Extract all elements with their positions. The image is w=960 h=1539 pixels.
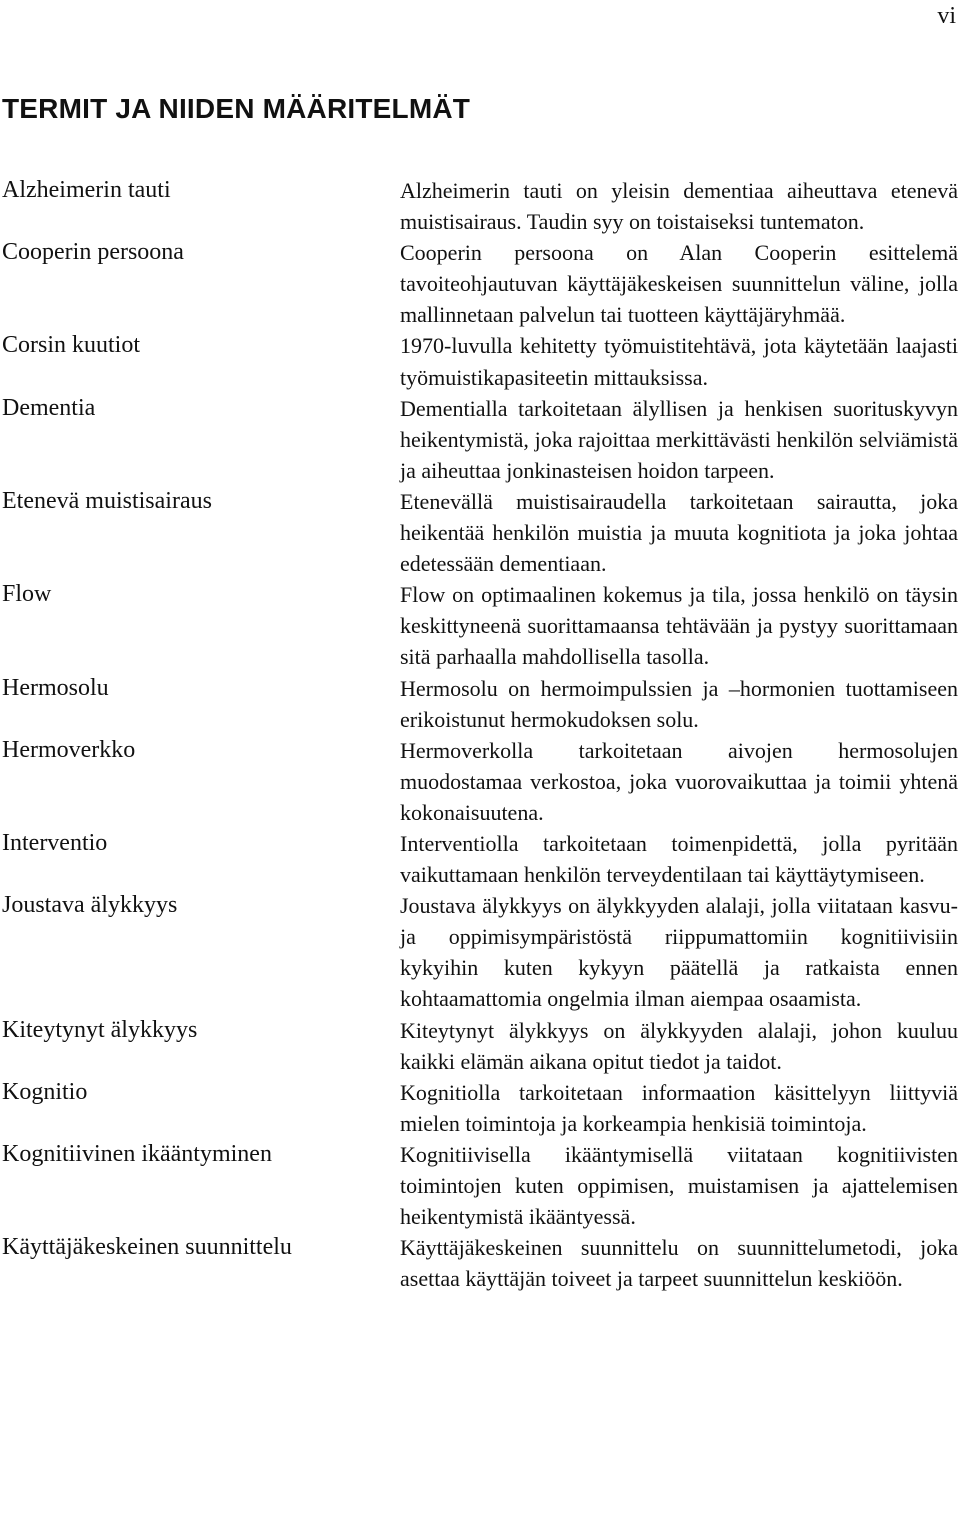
glossary-term: Hermosolu — [2, 674, 109, 701]
glossary-definition: Kognitiolla tarkoitetaan informaation käsittelyyn liittyviä mielen toimintoja ja korkeampia henkisiä toimintoja. — [400, 1079, 958, 1136]
glossary-entry — [0, 486, 960, 579]
glossary-term: Cooperin persoona — [2, 239, 184, 266]
glossary-definition: Hermosolu on hermoimpulssien ja –hormonien tuottamiseen erikoistunut hermokudoksen solu. — [400, 675, 958, 732]
glossary-term: Etenevä muistisairaus — [2, 487, 212, 514]
glossary-definition: Flow on optimaalinen kokemus ja tila, jossa henkilö on täysin keskittyneenä suorittamaansa tehtävään ja pystyy suorittamaan sitä parhaalla mahdollisella tasolla. — [400, 582, 958, 670]
glossary-definition: 1970-luvulla kehitetty työmuistitehtävä, jota käytetään laajasti työmuistikapasiteetin mittauksissa. — [400, 333, 958, 390]
glossary-term: Joustava älykkyys — [2, 892, 178, 919]
glossary-term: Corsin kuutiot — [2, 332, 141, 359]
page-title: TERMIT JA NIIDEN MÄÄRITELMÄT — [2, 93, 471, 124]
glossary-term: Hermoverkko — [2, 736, 136, 763]
glossary-definition: Kiteytynyt älykkyys on älykkyyden alalaji, johon kuuluu kaikki elämän aikana opitut tiedot ja taidot. — [400, 1017, 958, 1074]
glossary-entry — [0, 1139, 960, 1232]
glossary-term: Alzheimerin tauti — [2, 177, 171, 203]
glossary-entry — [0, 735, 960, 828]
glossary-definition: Kognitiivisella ikääntymisellä viitataan kognitiivisten toimintojen kuten oppimisen, muistamisen ja ajattelemisen heikentymistä ikääntyessä. — [400, 1141, 958, 1230]
glossary-term: Interventio — [2, 829, 108, 856]
glossary-entry — [0, 673, 960, 735]
glossary-term: Kognitiivinen ikääntyminen — [2, 1140, 272, 1167]
page-number: vi — [937, 3, 956, 29]
glossary-entry — [0, 237, 960, 330]
glossary-definition: Alzheimerin tauti on yleisin dementiaa aiheuttava etenevä muistisairaus. Taudin syy on toistaiseksi tuntematon. — [400, 178, 958, 235]
glossary-definition: Käyttäjäkeskeinen suunnittelu on suunnittelumetodi, joka asettaa käyttäjän toiveet ja tarpeet suunnittelun keskiöön. — [400, 1235, 958, 1292]
glossary-definition: Hermoverkolla tarkoitetaan aivojen hermosolujen muodostamaa verkostoa, joka vuorovaikuttaa ja toimii yhtenä kokonaisuutena. — [400, 737, 958, 825]
glossary-term: Kiteytynyt älykkyys — [2, 1016, 198, 1043]
glossary-entry — [0, 1077, 960, 1139]
glossary-definition: Cooperin persoona on Alan Cooperin esittelemä tavoiteohjautuvan käyttäjäkeskeisen suunnittelun väline, jolla mallinnetaan palvelun tai tuotteen käyttäjäryhmää. — [400, 240, 958, 328]
glossary-definition: Etenevällä muistisairaudella tarkoitetaan sairautta, joka heikentää henkilön muistia ja muuta kognitiota ja joka johtaa edetessään dementiaan. — [400, 488, 958, 577]
glossary-term: Kognitio — [2, 1078, 88, 1105]
glossary-entry — [0, 1015, 960, 1077]
glossary-entry — [0, 579, 960, 672]
glossary-entry — [0, 1232, 960, 1294]
glossary-entry — [0, 175, 960, 237]
glossary-term: Dementia — [2, 394, 96, 421]
glossary-entry — [0, 890, 960, 1014]
glossary-entry — [0, 828, 960, 890]
glossary-definition: Joustava älykkyys on älykkyyden alalaji, jolla viitataan kasvu- ja oppimisympäristöstä riippumattomiin kognitiivisiin kykyihin kuten kykyyn päätellä ja ratkaista ennen kohtaamattomia ongelmia ilman aiempaa osaamista. — [400, 893, 958, 1012]
glossary-definition: Dementialla tarkoitetaan älyllisen ja henkisen suorituskyvyn heikentymistä, joka rajoittaa merkittävästi henkilön selviämistä ja aiheuttaa jonkinasteisen hoidon tarpeen. — [400, 395, 958, 483]
glossary-definition: Interventiolla tarkoitetaan toimenpidettä, jolla pyritään vaikuttamaan henkilön terveydentilaan tai käyttäytymiseen. — [400, 830, 958, 888]
glossary-term: Käyttäjäkeskeinen suunnittelu — [2, 1234, 292, 1261]
term-list — [0, 175, 960, 1294]
glossary-entry — [0, 330, 960, 392]
glossary-entry — [0, 393, 960, 486]
glossary-term: Flow — [2, 581, 52, 608]
